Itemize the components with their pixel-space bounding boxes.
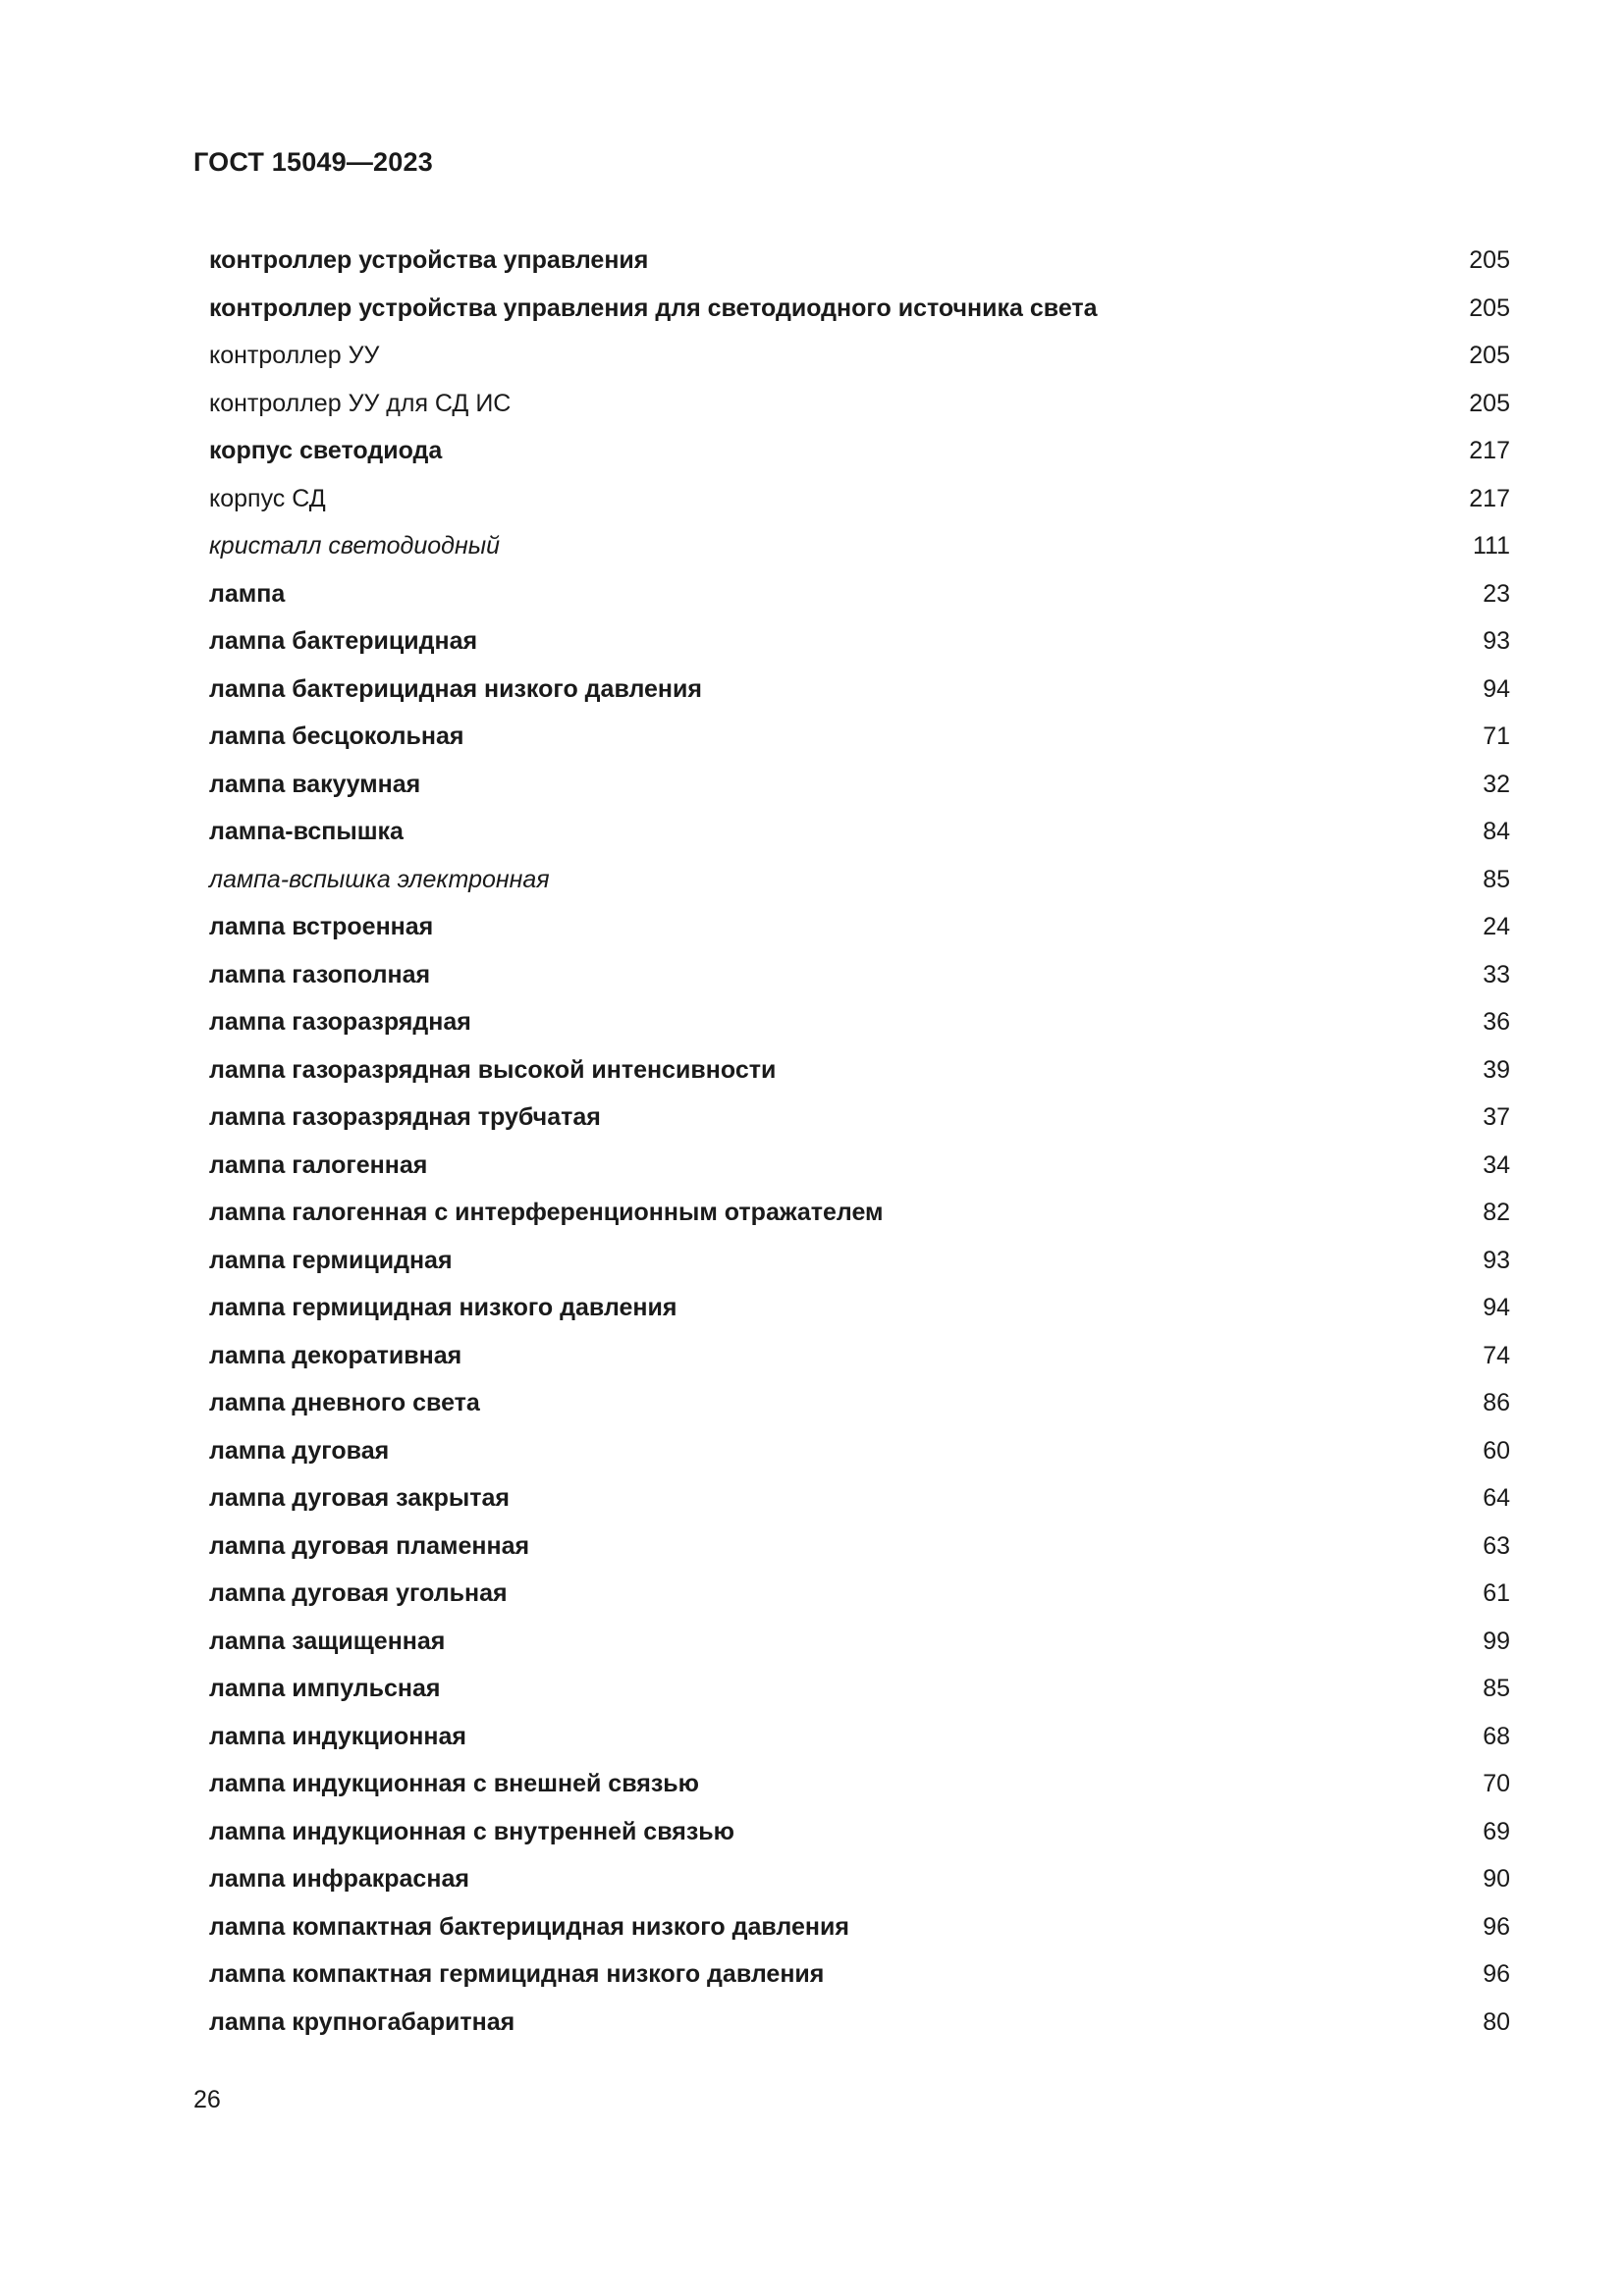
index-page-ref: 63 (1483, 1531, 1510, 1560)
page-number: 26 (193, 2086, 221, 2113)
index-page-ref: 94 (1483, 674, 1510, 703)
index-entry (209, 1808, 1510, 1856)
index-entry (209, 380, 1510, 428)
index-page-ref: 24 (1483, 913, 1510, 940)
index-page-ref: 80 (1483, 2007, 1510, 2036)
index-entry (209, 1474, 1510, 1522)
index-page-ref: 111 (1472, 532, 1510, 560)
index-term: лампа встроенная (209, 913, 434, 940)
index-entry (209, 951, 1510, 999)
index-page-ref: 64 (1483, 1484, 1510, 1512)
index-entry (209, 1665, 1510, 1713)
index-term: контроллер устройства управления (209, 246, 649, 274)
index-entry (209, 1284, 1510, 1332)
index-term: лампа бактерицидная низкого давления (209, 674, 702, 703)
index-entry (209, 808, 1510, 856)
index-entry (209, 237, 1510, 285)
index-term: корпус СД (209, 484, 326, 512)
index-term: лампа импульсная (209, 1675, 441, 1702)
index-page-ref: 68 (1483, 1722, 1510, 1750)
index-page-ref: 33 (1483, 960, 1510, 988)
index-entry (209, 1570, 1510, 1618)
index-term: лампа-вспышка электронная (209, 865, 550, 893)
index-term: кристалл светодиодный (209, 532, 500, 560)
index-term: лампа защищенная (209, 1627, 446, 1655)
index-term: лампа газоразрядная трубчатая (209, 1103, 601, 1131)
index-term: лампа галогенная с интерференционным отражателем (209, 1199, 884, 1226)
index-term: лампа дуговая (209, 1436, 390, 1465)
index-entry (209, 1903, 1510, 1951)
index-term: контроллер УУ (209, 342, 380, 369)
index-page-ref: 69 (1483, 1817, 1510, 1845)
index-entry (209, 1427, 1510, 1475)
index-page-ref: 37 (1483, 1103, 1510, 1131)
index-entry (209, 1999, 1510, 2047)
index-term: лампа бактерицидная (209, 627, 478, 655)
index-term: корпус светодиода (209, 437, 443, 464)
index-page-ref: 205 (1469, 246, 1510, 274)
index-page-ref: 205 (1469, 294, 1510, 322)
index-term: лампа декоративная (209, 1341, 462, 1369)
index-page-ref: 96 (1483, 1912, 1510, 1941)
index-entry (209, 332, 1510, 380)
index-page-ref: 205 (1469, 389, 1510, 417)
index-page-ref: 85 (1483, 1675, 1510, 1702)
index-page-ref: 94 (1483, 1294, 1510, 1321)
index-page-ref: 99 (1483, 1627, 1510, 1655)
index-term: лампа инфракрасная (209, 1865, 469, 1893)
index-page-ref: 23 (1483, 579, 1510, 608)
index-term: лампа галогенная (209, 1150, 428, 1179)
index-entry (209, 761, 1510, 809)
index-list (209, 237, 1510, 2046)
index-entry (209, 570, 1510, 618)
index-entry (209, 1713, 1510, 1761)
index-page-ref: 61 (1483, 1579, 1510, 1607)
index-entry (209, 1379, 1510, 1427)
index-page-ref: 205 (1469, 342, 1510, 369)
index-entry (209, 713, 1510, 761)
index-term: лампа индукционная (209, 1722, 466, 1750)
index-entry (209, 666, 1510, 714)
index-term: лампа газоразрядная (209, 1008, 471, 1036)
index-page-ref: 93 (1483, 627, 1510, 655)
index-term: лампа компактная бактерицидная низкого давления (209, 1912, 849, 1941)
index-entry (209, 998, 1510, 1046)
index-page-ref: 85 (1483, 865, 1510, 893)
index-entry (209, 1142, 1510, 1190)
index-term: лампа вакуумная (209, 770, 421, 798)
index-entry (209, 856, 1510, 904)
index-page-ref: 82 (1483, 1199, 1510, 1226)
index-page-ref: 84 (1483, 818, 1510, 845)
index-page-ref: 93 (1483, 1246, 1510, 1274)
index-term: лампа компактная гермицидная низкого давления (209, 1960, 825, 1988)
index-term: лампа-вспышка (209, 818, 404, 845)
index-term: лампа индукционная с внешней связью (209, 1770, 699, 1797)
index-entry (209, 903, 1510, 951)
index-term: лампа дуговая закрытая (209, 1484, 511, 1512)
index-entry (209, 1094, 1510, 1142)
index-entry (209, 617, 1510, 666)
index-page-ref: 74 (1483, 1341, 1510, 1369)
index-page-ref: 32 (1483, 770, 1510, 798)
index-entry (209, 427, 1510, 475)
index-entry (209, 1189, 1510, 1237)
index-entry (209, 1237, 1510, 1285)
index-term: контроллер устройства управления для светодиодного источника света (209, 294, 1098, 322)
index-page-ref: 70 (1483, 1770, 1510, 1797)
index-term: контроллер УУ для СД ИС (209, 389, 512, 417)
index-page-ref: 39 (1483, 1055, 1510, 1084)
index-term: лампа гермицидная низкого давления (209, 1294, 677, 1321)
index-entry (209, 1046, 1510, 1095)
index-term: лампа гермицидная (209, 1246, 453, 1274)
index-entry (209, 1760, 1510, 1808)
index-page-ref: 217 (1469, 484, 1510, 512)
index-term: лампа газоразрядная высокой интенсивности (209, 1055, 777, 1084)
index-entry (209, 1950, 1510, 1999)
index-term: лампа крупногабаритная (209, 2007, 515, 2036)
index-page-ref: 36 (1483, 1008, 1510, 1036)
index-page-ref: 60 (1483, 1436, 1510, 1465)
index-entry (209, 1332, 1510, 1380)
index-term: лампа индукционная с внутренней связью (209, 1817, 734, 1845)
index-page-ref: 217 (1469, 437, 1510, 464)
index-entry (209, 1855, 1510, 1903)
index-page-ref: 86 (1483, 1389, 1510, 1416)
index-term: лампа дуговая угольная (209, 1579, 508, 1607)
index-entry (209, 1618, 1510, 1666)
index-entry (209, 475, 1510, 523)
index-term: лампа (209, 579, 286, 608)
index-page-ref: 96 (1483, 1960, 1510, 1988)
index-term: лампа газополная (209, 960, 431, 988)
index-term: лампа бесцокольная (209, 722, 464, 750)
index-page-ref: 71 (1483, 722, 1510, 750)
index-term: лампа дневного света (209, 1389, 480, 1416)
index-entry (209, 522, 1510, 570)
index-term: лампа дуговая пламенная (209, 1531, 530, 1560)
index-entry (209, 1522, 1510, 1571)
index-entry (209, 285, 1510, 333)
index-page-ref: 34 (1483, 1150, 1510, 1179)
document-header: ГОСТ 15049—2023 (193, 147, 433, 177)
index-page-ref: 90 (1483, 1865, 1510, 1893)
